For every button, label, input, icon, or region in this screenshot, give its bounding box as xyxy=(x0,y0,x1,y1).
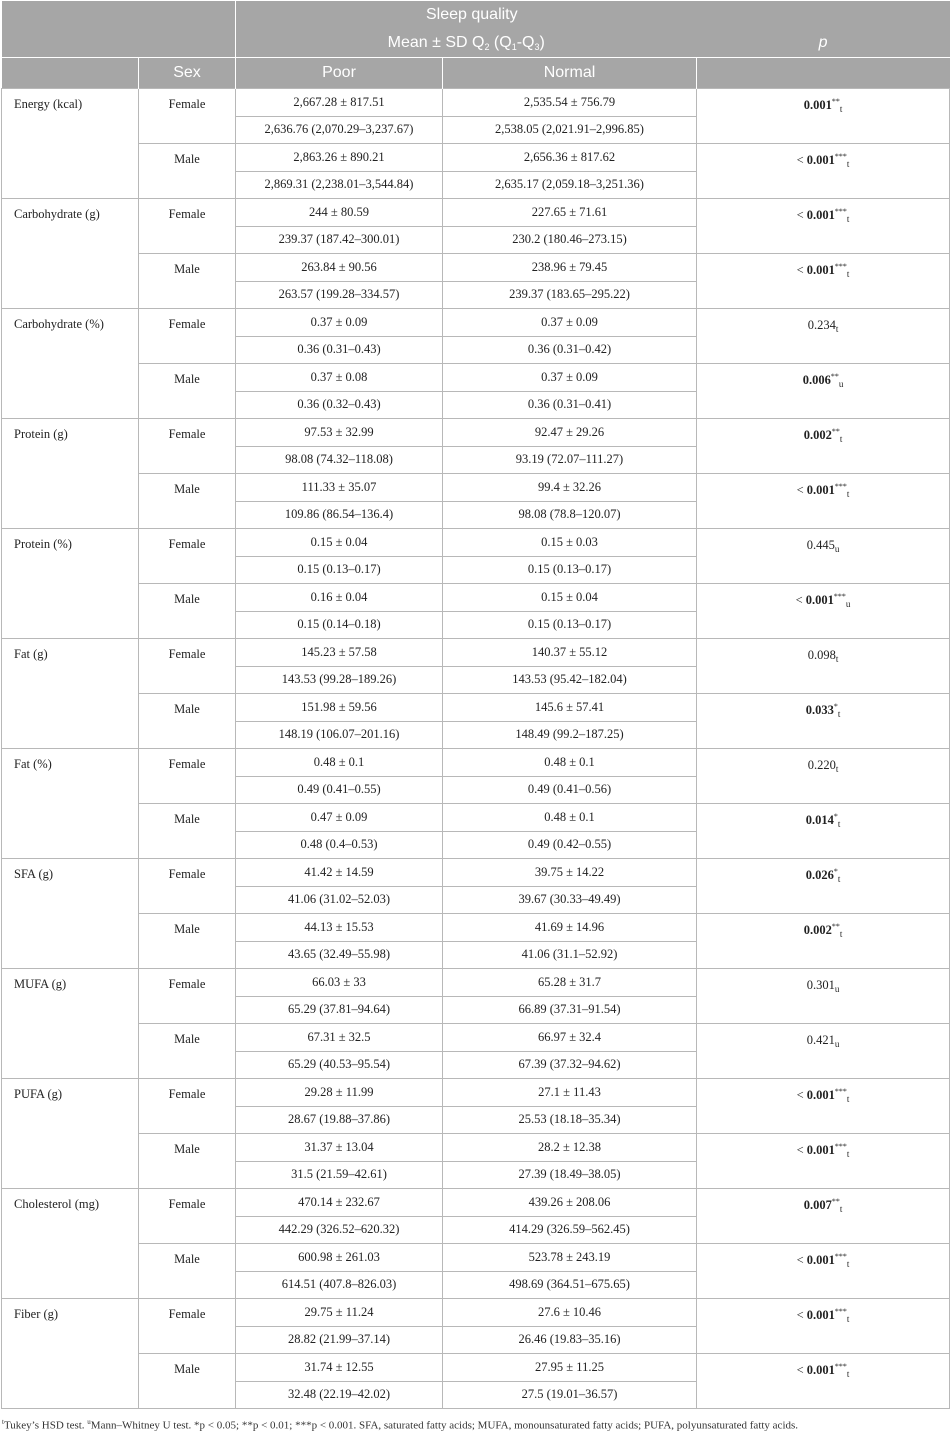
sex-cell: Female xyxy=(139,969,236,1024)
normal-median-cell: 39.67 (30.33–49.49) xyxy=(443,886,697,914)
table-row xyxy=(2,309,950,337)
p-test: t xyxy=(846,214,850,225)
poor-mean-cell: 145.23 ± 57.58 xyxy=(236,639,443,667)
variable-name: MUFA (g) xyxy=(2,969,139,1079)
table-row xyxy=(2,749,950,777)
p-value: 0.001 xyxy=(805,593,834,608)
poor-mean-cell: 470.14 ± 232.67 xyxy=(236,1189,443,1217)
sex-cell: Male xyxy=(139,914,236,969)
p-test: u xyxy=(845,599,851,610)
p-value: 0.220 xyxy=(807,758,836,773)
p-test: t xyxy=(839,929,843,940)
p-value-cell xyxy=(697,969,950,1024)
p-value-cell xyxy=(697,1299,950,1354)
p-value: 0.001 xyxy=(806,1363,835,1378)
p-value-cell xyxy=(697,309,950,364)
p-value: 0.234 xyxy=(807,318,836,333)
normal-median-cell: 230.2 (180.46–273.15) xyxy=(443,226,697,254)
table-row xyxy=(2,1354,950,1382)
variable-name: Cholesterol (mg) xyxy=(2,1189,139,1299)
table-body xyxy=(2,89,950,1409)
normal-mean-cell: 227.65 ± 71.61 xyxy=(443,199,697,227)
p-test: t xyxy=(837,874,841,885)
normal-mean-cell: 238.96 ± 79.45 xyxy=(443,254,697,282)
normal-mean-cell: 439.26 ± 208.06 xyxy=(443,1189,697,1217)
sex-cell: Male xyxy=(139,1244,236,1299)
p-stars: ** xyxy=(831,922,840,931)
poor-mean-cell: 0.16 ± 0.04 xyxy=(236,584,443,612)
p-test: t xyxy=(846,489,850,500)
poor-mean-cell: 111.33 ± 35.07 xyxy=(236,474,443,502)
poor-mean-cell: 151.98 ± 59.56 xyxy=(236,694,443,722)
variable-name: Protein (%) xyxy=(2,529,139,639)
poor-median-cell: 28.82 (21.99–37.14) xyxy=(236,1326,443,1354)
sex-cell: Male xyxy=(139,694,236,749)
table-row xyxy=(2,1134,950,1162)
p-prefix: < xyxy=(796,1143,807,1158)
normal-median-cell: 143.53 (95.42–182.04) xyxy=(443,666,697,694)
sex-cell: Male xyxy=(139,144,236,199)
p-value-cell xyxy=(697,364,950,419)
normal-mean-cell: 27.95 ± 11.25 xyxy=(443,1354,697,1382)
variable-name: Protein (g) xyxy=(2,419,139,529)
p-stars: ** xyxy=(831,427,840,436)
normal-median-cell: 498.69 (364.51–675.65) xyxy=(443,1271,697,1299)
normal-median-cell: 0.15 (0.13–0.17) xyxy=(443,611,697,639)
nutrient-table xyxy=(1,1,950,1409)
sex-cell: Female xyxy=(139,1299,236,1354)
p-test: t xyxy=(835,654,839,665)
poor-mean-cell: 44.13 ± 15.53 xyxy=(236,914,443,942)
footnote: $^t$Tukey’s HSD test. $^u$Mann–Whitney U test. *p < 0.05; **p < 0.01; ***p < 0.001. SFA, saturated fatty acids; MUFA, monounsaturated fatty acids; PUFA, polyunsaturated fatty acids. xyxy=(2,1418,799,1432)
p-prefix: < xyxy=(796,263,807,278)
poor-mean-cell: 67.31 ± 32.5 xyxy=(236,1024,443,1052)
poor-median-cell: 239.37 (187.42–300.01) xyxy=(236,226,443,254)
table-header xyxy=(2,1,950,89)
poor-mean-cell: 600.98 ± 261.03 xyxy=(236,1244,443,1272)
p-value-cell xyxy=(697,254,950,309)
sex-cell: Female xyxy=(139,1189,236,1244)
p-value: 0.001 xyxy=(806,208,835,223)
poor-median-cell: 2,869.31 (2,238.01–3,544.84) xyxy=(236,171,443,199)
sex-cell: Male xyxy=(139,254,236,309)
poor-median-cell: 442.29 (326.52–620.32) xyxy=(236,1216,443,1244)
normal-mean-cell: 99.4 ± 32.26 xyxy=(443,474,697,502)
sex-cell: Male xyxy=(139,474,236,529)
poor-mean-cell: 0.48 ± 0.1 xyxy=(236,749,443,777)
p-value: 0.014 xyxy=(805,813,834,828)
normal-mean-cell: 0.48 ± 0.1 xyxy=(443,749,697,777)
normal-median-cell: 0.49 (0.42–0.55) xyxy=(443,831,697,859)
variable-name: Fiber (g) xyxy=(2,1299,139,1409)
poor-median-cell: 2,636.76 (2,070.29–3,237.67) xyxy=(236,116,443,144)
header-empty-cell xyxy=(2,1,236,58)
p-value-cell xyxy=(697,89,950,144)
p-prefix: < xyxy=(796,483,807,498)
p-test: t xyxy=(846,1369,850,1380)
poor-median-cell: 0.15 (0.13–0.17) xyxy=(236,556,443,584)
p-value: 0.002 xyxy=(803,923,832,938)
table-row xyxy=(2,529,950,557)
normal-median-cell: 93.19 (72.07–111.27) xyxy=(443,446,697,474)
normal-median-cell: 148.49 (99.2–187.25) xyxy=(443,721,697,749)
poor-mean-cell: 263.84 ± 90.56 xyxy=(236,254,443,282)
normal-median-cell: 41.06 (31.1–52.92) xyxy=(443,941,697,969)
p-value: 0.445 xyxy=(806,538,835,553)
p-value-cell xyxy=(697,474,950,529)
p-value: 0.421 xyxy=(806,1033,835,1048)
p-value-cell xyxy=(697,859,950,914)
normal-median-cell: 239.37 (183.65–295.22) xyxy=(443,281,697,309)
poor-median-cell: 109.86 (86.54–136.4) xyxy=(236,501,443,529)
p-value-cell xyxy=(697,419,950,474)
table-row xyxy=(2,1024,950,1052)
header-sex: Sex xyxy=(139,58,236,89)
p-stars: ** xyxy=(830,372,839,381)
poor-mean-cell: 0.37 ± 0.08 xyxy=(236,364,443,392)
poor-mean-cell: 31.74 ± 12.55 xyxy=(236,1354,443,1382)
poor-median-cell: 0.15 (0.14–0.18) xyxy=(236,611,443,639)
sex-cell: Female xyxy=(139,199,236,254)
poor-mean-cell: 29.75 ± 11.24 xyxy=(236,1299,443,1327)
normal-mean-cell: 0.15 ± 0.04 xyxy=(443,584,697,612)
table-row xyxy=(2,859,950,887)
poor-median-cell: 143.53 (99.28–189.26) xyxy=(236,666,443,694)
p-value-cell xyxy=(697,199,950,254)
table-row xyxy=(2,1244,950,1272)
normal-mean-cell: 92.47 ± 29.26 xyxy=(443,419,697,447)
variable-name: Fat (%) xyxy=(2,749,139,859)
table-row xyxy=(2,89,950,117)
normal-median-cell: 67.39 (37.32–94.62) xyxy=(443,1051,697,1079)
poor-mean-cell: 29.28 ± 11.99 xyxy=(236,1079,443,1107)
p-test: t xyxy=(846,1094,850,1105)
normal-mean-cell: 140.37 ± 55.12 xyxy=(443,639,697,667)
variable-name: Fat (g) xyxy=(2,639,139,749)
poor-mean-cell: 244 ± 80.59 xyxy=(236,199,443,227)
p-value-cell xyxy=(697,804,950,859)
poor-median-cell: 32.48 (22.19–42.02) xyxy=(236,1381,443,1409)
p-value-cell xyxy=(697,584,950,639)
p-test: u xyxy=(838,379,844,390)
p-stars: ** xyxy=(831,1197,840,1206)
table-row xyxy=(2,364,950,392)
normal-median-cell: 2,635.17 (2,059.18–3,251.36) xyxy=(443,171,697,199)
poor-median-cell: 148.19 (106.07–201.16) xyxy=(236,721,443,749)
sex-cell: Female xyxy=(139,419,236,474)
poor-median-cell: 98.08 (74.32–118.08) xyxy=(236,446,443,474)
poor-median-cell: 0.36 (0.31–0.43) xyxy=(236,336,443,364)
poor-median-cell: 65.29 (40.53–95.54) xyxy=(236,1051,443,1079)
normal-mean-cell: 523.78 ± 243.19 xyxy=(443,1244,697,1272)
p-value-cell xyxy=(697,1189,950,1244)
header-p: p xyxy=(697,29,950,58)
p-stars: *** xyxy=(834,207,847,216)
normal-median-cell: 0.36 (0.31–0.41) xyxy=(443,391,697,419)
p-value-cell xyxy=(697,1079,950,1134)
sex-cell: Male xyxy=(139,1024,236,1079)
normal-median-cell: 66.89 (37.31–91.54) xyxy=(443,996,697,1024)
p-value-cell xyxy=(697,529,950,584)
table-row xyxy=(2,1299,950,1327)
poor-median-cell: 614.51 (407.8–826.03) xyxy=(236,1271,443,1299)
normal-mean-cell: 0.37 ± 0.09 xyxy=(443,364,697,392)
variable-name: SFA (g) xyxy=(2,859,139,969)
p-test: t xyxy=(837,709,841,720)
p-stars: *** xyxy=(834,482,847,491)
p-value: 0.001 xyxy=(803,98,832,113)
p-stars: *** xyxy=(834,152,847,161)
p-value: 0.006 xyxy=(802,373,831,388)
p-test: t xyxy=(839,434,843,445)
poor-median-cell: 43.65 (32.49–55.98) xyxy=(236,941,443,969)
p-stars: *** xyxy=(834,1142,847,1151)
table-row xyxy=(2,144,950,172)
header-p-blank xyxy=(697,58,950,89)
header-sleep-quality: Sleep quality xyxy=(236,1,950,29)
p-test: u xyxy=(834,1039,840,1050)
sex-cell: Male xyxy=(139,584,236,639)
p-stars: *** xyxy=(834,262,847,271)
normal-mean-cell: 27.6 ± 10.46 xyxy=(443,1299,697,1327)
header-variable-blank xyxy=(2,58,139,89)
normal-mean-cell: 27.1 ± 11.43 xyxy=(443,1079,697,1107)
table-row xyxy=(2,199,950,227)
p-value-cell xyxy=(697,914,950,969)
normal-median-cell: 0.15 (0.13–0.17) xyxy=(443,556,697,584)
p-test: t xyxy=(835,764,839,775)
p-value: 0.001 xyxy=(806,483,835,498)
sex-cell: Female xyxy=(139,529,236,584)
p-value: 0.001 xyxy=(806,263,835,278)
p-test: t xyxy=(846,269,850,280)
variable-name: PUFA (g) xyxy=(2,1079,139,1189)
p-test: t xyxy=(846,1259,850,1270)
poor-median-cell: 0.49 (0.41–0.55) xyxy=(236,776,443,804)
p-stars: *** xyxy=(834,1252,847,1261)
normal-median-cell: 27.5 (19.01–36.57) xyxy=(443,1381,697,1409)
p-value: 0.001 xyxy=(806,1143,835,1158)
p-test: t xyxy=(846,1314,850,1325)
p-value: 0.098 xyxy=(807,648,836,663)
p-value-cell xyxy=(697,1244,950,1299)
normal-mean-cell: 0.15 ± 0.03 xyxy=(443,529,697,557)
poor-mean-cell: 41.42 ± 14.59 xyxy=(236,859,443,887)
poor-mean-cell: 0.47 ± 0.09 xyxy=(236,804,443,832)
p-stars: * xyxy=(833,812,838,821)
normal-median-cell: 27.39 (18.49–38.05) xyxy=(443,1161,697,1189)
poor-mean-cell: 66.03 ± 33 xyxy=(236,969,443,997)
normal-mean-cell: 0.48 ± 0.1 xyxy=(443,804,697,832)
table-row xyxy=(2,254,950,282)
sex-cell: Female xyxy=(139,639,236,694)
p-stars: * xyxy=(833,867,838,876)
p-test: t xyxy=(839,1204,843,1215)
p-value: 0.001 xyxy=(806,1088,835,1103)
p-value-cell xyxy=(697,1024,950,1079)
p-value: 0.301 xyxy=(806,978,835,993)
p-value-cell xyxy=(697,749,950,804)
p-value: 0.033 xyxy=(805,703,834,718)
table-row xyxy=(2,1189,950,1217)
p-test: u xyxy=(834,984,840,995)
poor-median-cell: 0.48 (0.4–0.53) xyxy=(236,831,443,859)
p-prefix: < xyxy=(796,1253,807,1268)
poor-mean-cell: 0.37 ± 0.09 xyxy=(236,309,443,337)
header-poor: Poor xyxy=(236,58,443,89)
table-row xyxy=(2,969,950,997)
normal-mean-cell: 0.37 ± 0.09 xyxy=(443,309,697,337)
sex-cell: Female xyxy=(139,309,236,364)
poor-mean-cell: 2,667.28 ± 817.51 xyxy=(236,89,443,117)
header-mean-sd: Mean ± SD $Q_2$ $(Q_1-Q_3)$ xyxy=(236,29,697,58)
normal-mean-cell: 41.69 ± 14.96 xyxy=(443,914,697,942)
p-test: t xyxy=(839,104,843,115)
sex-cell: Female xyxy=(139,859,236,914)
p-prefix: < xyxy=(796,1308,807,1323)
normal-median-cell: 0.49 (0.41–0.56) xyxy=(443,776,697,804)
p-prefix: < xyxy=(796,208,807,223)
normal-mean-cell: 39.75 ± 14.22 xyxy=(443,859,697,887)
p-stars: ** xyxy=(831,97,840,106)
p-value-cell xyxy=(697,1354,950,1409)
p-value-cell xyxy=(697,639,950,694)
sex-cell: Male xyxy=(139,1134,236,1189)
p-prefix: < xyxy=(795,593,806,608)
normal-median-cell: 25.53 (18.18–35.34) xyxy=(443,1106,697,1134)
normal-median-cell: 0.36 (0.31–0.42) xyxy=(443,336,697,364)
table-row xyxy=(2,474,950,502)
p-value: 0.002 xyxy=(803,428,832,443)
normal-median-cell: 414.29 (326.59–562.45) xyxy=(443,1216,697,1244)
p-prefix: < xyxy=(796,1088,807,1103)
normal-mean-cell: 66.97 ± 32.4 xyxy=(443,1024,697,1052)
header-normal: Normal xyxy=(443,58,697,89)
sex-cell: Male xyxy=(139,1354,236,1409)
poor-median-cell: 0.36 (0.32–0.43) xyxy=(236,391,443,419)
table-row xyxy=(2,419,950,447)
table-row xyxy=(2,804,950,832)
sex-cell: Female xyxy=(139,89,236,144)
poor-mean-cell: 97.53 ± 32.99 xyxy=(236,419,443,447)
table-row xyxy=(2,1079,950,1107)
p-stars: *** xyxy=(833,592,846,601)
p-value-cell xyxy=(697,1134,950,1189)
p-value-cell xyxy=(697,694,950,749)
sex-cell: Female xyxy=(139,1079,236,1134)
p-stars: *** xyxy=(834,1362,847,1371)
table-row xyxy=(2,584,950,612)
table-row xyxy=(2,639,950,667)
poor-mean-cell: 0.15 ± 0.04 xyxy=(236,529,443,557)
sex-cell: Male xyxy=(139,804,236,859)
p-test: t xyxy=(846,1149,850,1160)
p-value: 0.007 xyxy=(803,1198,832,1213)
poor-mean-cell: 31.37 ± 13.04 xyxy=(236,1134,443,1162)
p-test: u xyxy=(834,544,840,555)
p-prefix: < xyxy=(796,1363,807,1378)
normal-median-cell: 98.08 (78.8–120.07) xyxy=(443,501,697,529)
p-stars: *** xyxy=(834,1307,847,1316)
table-row xyxy=(2,694,950,722)
poor-mean-cell: 2,863.26 ± 890.21 xyxy=(236,144,443,172)
normal-mean-cell: 145.6 ± 57.41 xyxy=(443,694,697,722)
normal-mean-cell: 2,535.54 ± 756.79 xyxy=(443,89,697,117)
poor-median-cell: 31.5 (21.59–42.61) xyxy=(236,1161,443,1189)
poor-median-cell: 65.29 (37.81–94.64) xyxy=(236,996,443,1024)
variable-name: Energy (kcal) xyxy=(2,89,139,199)
normal-median-cell: 26.46 (19.83–35.16) xyxy=(443,1326,697,1354)
p-test: t xyxy=(846,159,850,170)
normal-median-cell: 2,538.05 (2,021.91–2,996.85) xyxy=(443,116,697,144)
p-value: 0.026 xyxy=(805,868,834,883)
variable-name: Carbohydrate (%) xyxy=(2,309,139,419)
variable-name: Carbohydrate (g) xyxy=(2,199,139,309)
p-stars: * xyxy=(833,702,838,711)
normal-mean-cell: 2,656.36 ± 817.62 xyxy=(443,144,697,172)
p-test: t xyxy=(835,324,839,335)
sex-cell: Male xyxy=(139,364,236,419)
p-value: 0.001 xyxy=(806,153,835,168)
p-stars: *** xyxy=(834,1087,847,1096)
poor-median-cell: 28.67 (19.88–37.86) xyxy=(236,1106,443,1134)
p-value: 0.001 xyxy=(806,1308,835,1323)
normal-mean-cell: 28.2 ± 12.38 xyxy=(443,1134,697,1162)
p-value-cell xyxy=(697,144,950,199)
normal-mean-cell: 65.28 ± 31.7 xyxy=(443,969,697,997)
poor-median-cell: 263.57 (199.28–334.57) xyxy=(236,281,443,309)
p-prefix: < xyxy=(796,153,807,168)
table-container xyxy=(1,1,949,1409)
poor-median-cell: 41.06 (31.02–52.03) xyxy=(236,886,443,914)
sex-cell: Female xyxy=(139,749,236,804)
table-row xyxy=(2,914,950,942)
p-test: t xyxy=(837,819,841,830)
p-value: 0.001 xyxy=(806,1253,835,1268)
